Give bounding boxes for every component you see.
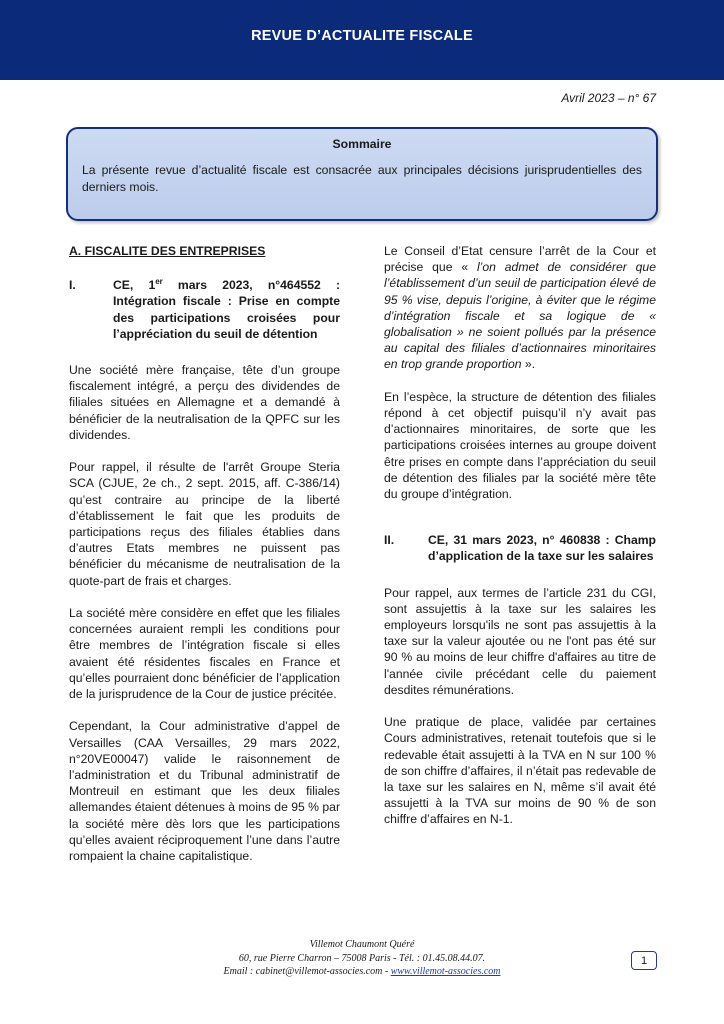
footer-contact: Email : cabinet@villemot-associes.com - www.villemot-associes.com bbox=[223, 966, 501, 977]
section-a-title: A. FISCALITE DES ENTREPRISES bbox=[69, 244, 266, 258]
paragraph: La société mère considère en effet que les filiales concernées auraient rempli les conditions pour être membres de l’intégration fiscale si elles avaient été résidentes fiscales en France et qu’elles pourraient donc bénéficier de l’application de la jurisprudence de la Cour de justice précitée. bbox=[69, 606, 340, 702]
issue-number: Avril 2023 – n° 67 bbox=[561, 91, 656, 105]
right-column bbox=[384, 243, 656, 844]
page-title: REVUE D’ACTUALITE FISCALE bbox=[251, 28, 473, 44]
footer-firm: Villemot Chaumont Quéré bbox=[309, 939, 415, 950]
case-2-title: CE, 31 mars 2023, n° 460838 : Champ d’application de la taxe sur les salaires bbox=[428, 533, 656, 564]
footer-address: 60, rue Pierre Charron – 75008 Paris - Tél. : 01.45.08.44.07. bbox=[238, 952, 486, 964]
summary-text: La présente revue d’actualité fiscale est consacrée aux principales décisions jurisprudentielles des derniers mois. bbox=[82, 163, 642, 194]
left-column bbox=[69, 243, 340, 880]
page-number: 1 bbox=[631, 951, 657, 970]
paragraph-conseil-etat: Le Conseil d’Etat censure l’arrêt de la Cour et précise que « l’on admet de considérer que l’établissement d’un seuil de participation élevé de 95 % vise, depuis l’origine, à éviter que le régime d’intégration fiscale et sa logique de « globalisation » ne soient pollués par la présence au capital des filiales d’actionnaires minoritaires en trop grande proportion ». bbox=[384, 244, 656, 372]
paragraph: Pour rappel, aux termes de l’article 231 du CGI, sont assujettis à la taxe sur les salaires les employeurs lorsqu'ils ne sont pas assujettis à la taxe sur la valeur ajoutée ou ne l'ont pas été sur 90 % au moins de leur chiffre d'affaires au titre de l'année civile précédant celle du paiement desdites rémunérations. bbox=[384, 585, 656, 697]
summary-title: Sommaire bbox=[332, 137, 392, 151]
case-2-number: II. bbox=[384, 533, 395, 548]
case-2-heading bbox=[384, 532, 656, 564]
case-1-number: I. bbox=[69, 278, 76, 293]
summary-box bbox=[66, 127, 658, 221]
header-banner bbox=[0, 0, 724, 80]
paragraph: En l’espèce, la structure de détention des filiales répond à cet objectif puisqu’il n’y avait pas d’actionnaires minoritaires, de sorte que les participations croisées internes au groupe doivent être prises en compte dans l’appréciation du seuil de détention des filiales par la société mère tête du groupe d’intégration. bbox=[384, 389, 656, 502]
case-1-title: CE, 1er mars 2023, n°464552 : Intégration fiscale : Prise en compte des participations croisées pour l’appréciation du seuil de détention bbox=[113, 277, 340, 341]
case-1-heading bbox=[69, 277, 340, 342]
website-link[interactable]: www.villemot-associes.com bbox=[390, 966, 501, 977]
footer bbox=[0, 938, 724, 979]
paragraph: Cependant, la Cour administrative d’appel de Versailles (CAA Versailles, 29 mars 2022, n°20VE00047) valide le raisonnement de l’administration et du Tribunal administratif de Montreuil en estimant que les deux filiales allemandes étaient détenues à moins de 95 % par la société mère dès lors que les participations qu’elles avaient réciproquement l’une dans l’autre rompaient la chaine capitalistique. bbox=[69, 719, 341, 864]
paragraph: Pour rappel, il résulte de l'arrêt Groupe Steria SCA (CJUE, 2e ch., 2 sept. 2015, aff. C-386/14) qu’est contraire au principe de la liberté d’établissement le fait que les produits de participations reçus des filiales établies dans d’autres Etats membres ne puissent pas bénéficier du mécanisme de neutralisation de la quote-part de frais et charges. bbox=[69, 460, 340, 588]
paragraph: Une pratique de place, validée par certaines Cours administratives, retenait toutefois que si le redevable était assujetti à la TVA en N sur 100 % de son chiffre d’affaires, il n’était pas redevable de la taxe sur les salaires en N, même s’il avait été assujetti à la TVA sur moins de 90 % de son chiffre d’affaires en N-1. bbox=[384, 715, 656, 827]
paragraph: Une société mère française, tête d’un groupe fiscalement intégré, a perçu des dividendes de filiales situées en Allemagne et a demandé à bénéficier de la neutralisation de la QPFC sur les dividendes. bbox=[69, 363, 340, 442]
